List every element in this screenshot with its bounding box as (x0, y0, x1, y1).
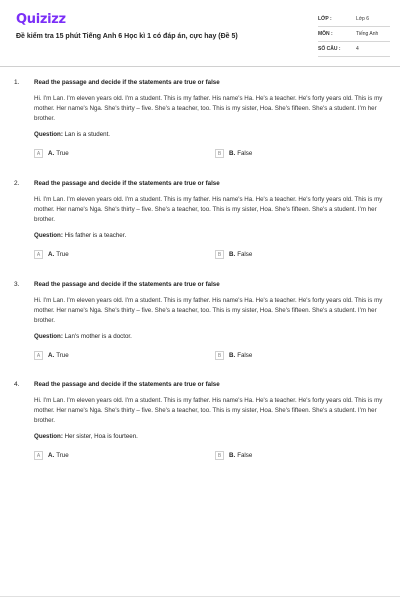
statement-text: His father is a teacher. (64, 232, 127, 239)
answer-option-a[interactable] (34, 451, 69, 460)
question-statement (34, 131, 110, 138)
option-letter-box: B (215, 451, 224, 460)
question-passage: Hi. I'm Lan. I'm eleven years old. I'm a student. This is my father. His name's Ha. He's a teacher. He's forty years old. This is my mother. Her name's Nga. She's thirty – five. She's a teacher, too. This is my sister, Hoa. She's fifteen. She's a student. I'm her brother. (34, 297, 383, 324)
question-passage: Hi. I'm Lan. I'm eleven years old. I'm a student. This is my father. His name's Ha. He's a teacher. He's forty years old. This is my mother. Her name's Nga. She's thirty – five. She's a teacher, too. This is my sister, Hoa. She's fifteen. She's a student. I'm her brother. (34, 196, 383, 223)
meta-table (318, 12, 390, 57)
question-instruction: Read the passage and decide if the statements are true or false (34, 281, 220, 288)
question-statement (34, 232, 126, 239)
answer-option-b[interactable] (215, 149, 252, 158)
answer-option-b[interactable] (215, 250, 252, 259)
option-letter-box: A (34, 250, 43, 259)
meta-key: MÔN : (318, 31, 333, 37)
quizizz-logo: Quizizz (16, 12, 66, 27)
option-text: False (237, 352, 253, 359)
meta-row-class (318, 12, 390, 27)
question-label: Question: (34, 433, 63, 440)
answer-option-a[interactable] (34, 351, 69, 360)
answer-option-b[interactable] (215, 351, 252, 360)
question-passage: Hi. I'm Lan. I'm eleven years old. I'm a student. This is my father. His name's Ha. He's a teacher. He's forty years old. This is my mother. Her name's Nga. She's thirty – five. She's a teacher, too. This is my sister, Hoa. She's fifteen. She's a student. I'm her brother. (34, 95, 383, 122)
question-instruction: Read the passage and decide if the statements are true or false (34, 79, 220, 86)
meta-value: Lớp 6 (356, 16, 370, 22)
question-label: Question: (34, 131, 63, 138)
question-label: Question: (34, 232, 63, 239)
meta-row-count (318, 42, 390, 57)
question-instruction: Read the passage and decide if the statements are true or false (34, 381, 220, 388)
option-text: True (56, 452, 69, 459)
option-letter-box: A (34, 149, 43, 158)
meta-key: SỐ CÂU : (318, 46, 341, 52)
option-text: True (56, 352, 69, 359)
footer-divider (0, 596, 400, 597)
page-title: Đề kiểm tra 15 phút Tiếng Anh 6 Học kì 1 có đáp án, cực hay (Đề 5) (16, 33, 238, 40)
answer-option-a[interactable] (34, 149, 69, 158)
question-number: 2. (14, 180, 20, 187)
option-prefix: B. (229, 251, 236, 258)
option-text: True (56, 150, 69, 157)
option-prefix: A. (48, 452, 55, 459)
option-text: False (237, 251, 253, 258)
answer-option-a[interactable] (34, 250, 69, 259)
question-instruction: Read the passage and decide if the statements are true or false (34, 180, 220, 187)
statement-text: Lan's mother is a doctor. (64, 333, 132, 340)
option-prefix: A. (48, 251, 55, 258)
header-divider (0, 66, 400, 67)
option-prefix: A. (48, 352, 55, 359)
option-letter-box: B (215, 250, 224, 259)
statement-text: Lan is a student. (64, 131, 111, 138)
option-text: True (56, 251, 69, 258)
meta-value: 4 (356, 46, 359, 52)
question-statement (34, 333, 132, 340)
meta-row-subject (318, 27, 390, 42)
question-statement (34, 433, 138, 440)
option-prefix: B. (229, 452, 236, 459)
answer-option-b[interactable] (215, 451, 252, 460)
question-passage: Hi. I'm Lan. I'm eleven years old. I'm a student. This is my father. His name's Ha. He's a teacher. He's forty years old. This is my mother. Her name's Nga. She's thirty – five. She's a teacher, too. This is my sister, Hoa. She's fifteen. She's a student. I'm her brother. (34, 397, 383, 424)
option-prefix: A. (48, 150, 55, 157)
meta-value: Tiếng Anh (356, 31, 379, 37)
question-label: Question: (34, 333, 63, 340)
question-number: 4. (14, 381, 20, 388)
question-number: 1. (14, 79, 20, 86)
statement-text: Her sister, Hoa is fourteen. (64, 433, 138, 440)
option-letter-box: A (34, 451, 43, 460)
option-letter-box: B (215, 351, 224, 360)
option-letter-box: B (215, 149, 224, 158)
option-text: False (237, 150, 253, 157)
option-prefix: B. (229, 352, 236, 359)
option-prefix: B. (229, 150, 236, 157)
option-letter-box: A (34, 351, 43, 360)
question-number: 3. (14, 281, 20, 288)
option-text: False (237, 452, 253, 459)
meta-key: LỚP : (318, 16, 332, 22)
